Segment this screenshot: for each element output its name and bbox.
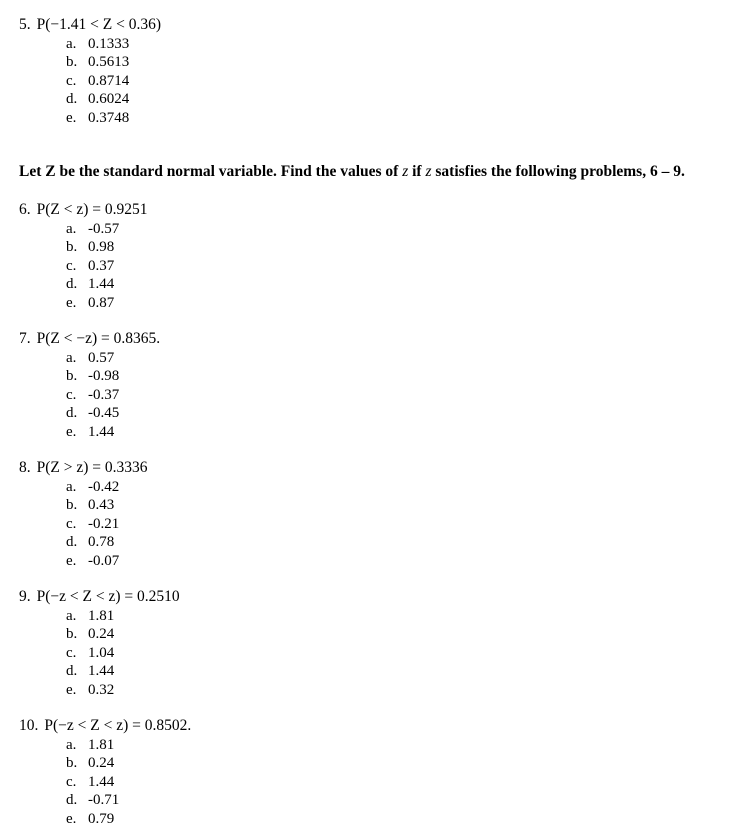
- option-value: 0.98: [88, 239, 115, 256]
- option-value: 0.24: [88, 626, 115, 643]
- option-value: 0.87: [88, 294, 115, 311]
- question-expression: P(Z < −z) = 0.8365.: [36, 330, 161, 347]
- question-number: 8.: [19, 459, 31, 476]
- option-b: b. -0.98: [66, 368, 120, 385]
- option-value: -0.07: [88, 552, 120, 569]
- question-5: [19, 15, 161, 127]
- option-value: 1.04: [88, 644, 115, 661]
- option-value: 1.44: [88, 773, 115, 790]
- instruction-variable: z: [425, 163, 432, 180]
- instruction-text: satisfies the following problems, 6 – 9.: [431, 163, 685, 180]
- option-e: e. 1.44: [66, 423, 115, 440]
- option-b: b. 0.98: [66, 239, 115, 256]
- question-title: [19, 716, 191, 736]
- instruction-text: if: [408, 163, 426, 180]
- option-c: c. -0.37: [66, 386, 120, 403]
- question-number: 7.: [19, 330, 31, 347]
- option-value: -0.45: [88, 405, 120, 422]
- question-expression: P(−1.41 < Z < 0.36): [36, 16, 162, 33]
- option-b: b. 0.24: [66, 755, 115, 772]
- question-expression: P(Z < z) = 0.9251: [36, 201, 148, 218]
- option-value: 0.43: [88, 497, 115, 514]
- option-value: 0.37: [88, 257, 115, 274]
- option-a: a. 1.81: [66, 737, 115, 753]
- option-value: -0.57: [88, 221, 120, 237]
- question-10: [19, 716, 191, 828]
- option-d: d. 0.6024: [66, 91, 130, 108]
- option-value: 0.3748: [88, 109, 130, 126]
- option-value: 0.79: [88, 810, 115, 827]
- question-6: [19, 200, 148, 312]
- question-9: [19, 587, 180, 699]
- question-7: [19, 329, 160, 441]
- question-number: 5.: [19, 16, 31, 33]
- option-value: -0.98: [88, 368, 120, 385]
- option-c: c. 1.04: [66, 644, 115, 661]
- option-d: d. 1.44: [66, 276, 115, 293]
- option-value: 0.8714: [88, 72, 130, 89]
- option-value: 1.44: [88, 663, 115, 680]
- option-value: 0.5613: [88, 54, 130, 71]
- option-value: -0.42: [88, 479, 120, 495]
- option-value: 0.32: [88, 681, 115, 698]
- option-e: e. -0.07: [66, 552, 120, 569]
- option-b: b. 0.43: [66, 497, 115, 514]
- instruction-text: Let Z be the standard normal variable. Find the values of: [19, 163, 403, 180]
- option-value: -0.21: [88, 515, 120, 532]
- option-b: b. 0.5613: [66, 54, 130, 71]
- option-value: 1.81: [88, 608, 115, 624]
- option-d: d. 0.78: [66, 534, 115, 551]
- section-instruction: [19, 162, 685, 182]
- option-value: 0.6024: [88, 91, 130, 108]
- option-value: 0.57: [88, 350, 115, 366]
- option-value: -0.37: [88, 386, 120, 403]
- option-value: 0.24: [88, 755, 115, 772]
- option-b: b. 0.24: [66, 626, 115, 643]
- option-d: d. -0.45: [66, 405, 120, 422]
- option-d: d. 1.44: [66, 663, 115, 680]
- option-c: c. 0.37: [66, 257, 115, 274]
- option-a: a. -0.57: [66, 221, 120, 237]
- option-e: e. 0.87: [66, 294, 115, 311]
- question-8: [19, 458, 148, 570]
- question-expression: P(−z < Z < z) = 0.2510: [36, 588, 180, 605]
- option-e: e. 0.79: [66, 810, 115, 827]
- question-expression: P(Z > z) = 0.3336: [36, 459, 148, 476]
- question-title: [19, 15, 161, 35]
- question-title: [19, 587, 180, 607]
- question-number: 6.: [19, 201, 31, 218]
- option-a: a. 0.57: [66, 350, 115, 366]
- option-value: 0.78: [88, 534, 115, 551]
- option-a: a. 1.81: [66, 608, 115, 624]
- option-value: -0.71: [88, 792, 120, 809]
- question-expression: P(−z < Z < z) = 0.8502.: [44, 717, 192, 734]
- option-value: 1.81: [88, 737, 115, 753]
- option-c: c. 0.8714: [66, 72, 130, 89]
- question-title: [19, 329, 160, 349]
- option-value: 1.44: [88, 423, 115, 440]
- option-a: a. -0.42: [66, 479, 120, 495]
- instruction-variable: z: [402, 163, 409, 180]
- option-c: c. 1.44: [66, 773, 115, 790]
- option-a: a. 0.1333: [66, 36, 130, 52]
- option-value: 1.44: [88, 276, 115, 293]
- option-value: 0.1333: [88, 36, 130, 52]
- option-e: e. 0.3748: [66, 109, 130, 126]
- option-c: c. -0.21: [66, 515, 120, 532]
- option-d: d. -0.71: [66, 792, 120, 809]
- option-e: e. 0.32: [66, 681, 115, 698]
- question-title: [19, 200, 148, 220]
- question-number: 10.: [19, 717, 39, 734]
- question-number: 9.: [19, 588, 31, 605]
- question-title: [19, 458, 148, 478]
